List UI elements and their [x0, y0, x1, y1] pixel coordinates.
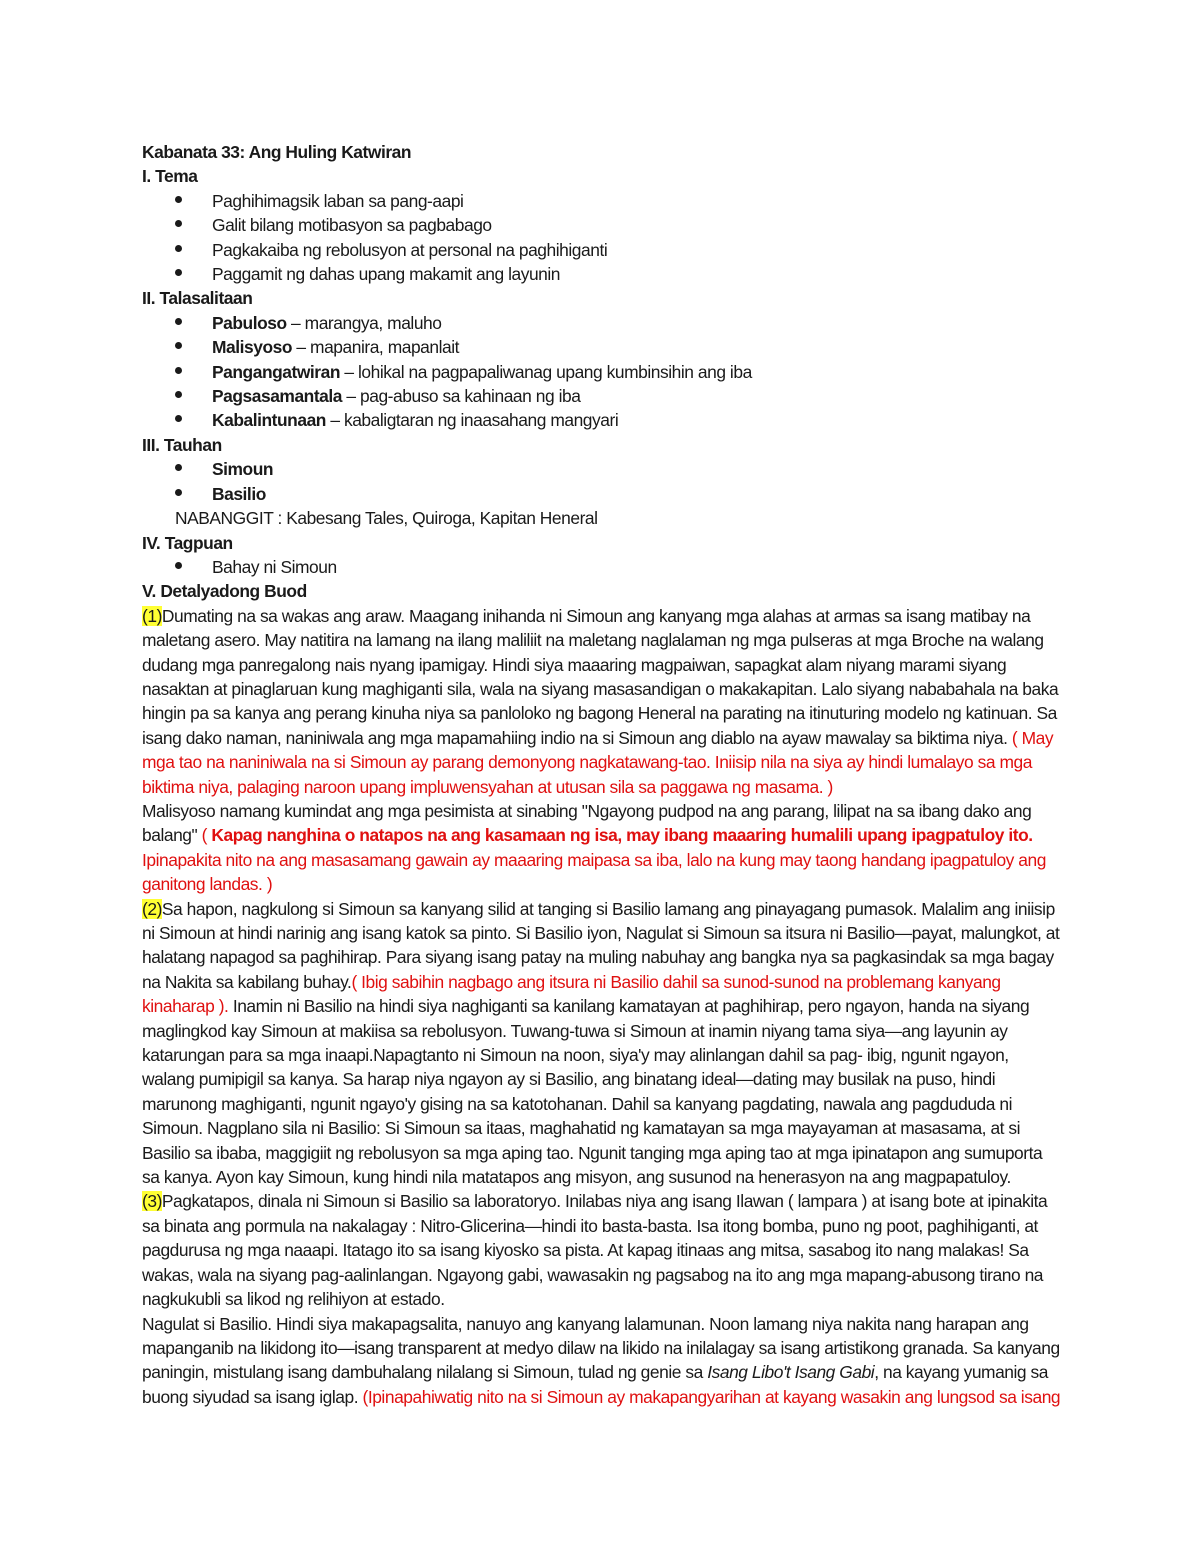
vocab-item [142, 311, 1062, 335]
section-heading-tema: I. Tema [142, 166, 198, 187]
red-annotation: ( May mga tao na naniniwala na si Simoun ay parang demonyong nagkatawang-tao. Iniisip nila na siya ay hindi lumalayo sa mga biktima niya, palaging naroon upang impluwensyahan at utusan sila sa paggawa ng masama. ) [142, 727, 1054, 797]
section-heading-tagpuan: IV. Tagpuan [142, 532, 233, 553]
tema-list [142, 189, 1062, 287]
list-item: Bahay ni Simoun [142, 555, 1062, 579]
vocab-item [142, 384, 1062, 408]
summary-paragraph-2: Malisyoso namang kumindat ang mga pesimista at sinabing "Ngayong pudpod na ang parang, lilipat na sa ibang dako ang balang" ( Kapag nanghina o natapos na ang kasamaan ng isa, may ibang maaaring humalili upang ipagpatuloy ito. Ipinapakita nito na ang masasamang gawain ay maaaring maipasa sa iba, lalo na kung may taong handang ipagpatuloy ang ganitong landas. ) [142, 800, 1046, 895]
red-annotation-open: ( [201, 825, 212, 846]
tagpuan-list [142, 555, 1062, 579]
nabanggit-line: NABANGGIT : Kabesang Tales, Quiroga, Kapitan Heneral [175, 508, 598, 529]
summary-paragraph-3: (2)Sa hapon, nagkulong si Simoun sa kanyang silid at tanging si Basilio lamang ang pinayagang pumasok. Malalim ang iniisip ni Simoun at hindi narinig ang isang katok sa pinto. Si Basilio iyon, Nagulat si Simoun sa itsura ni Basilio—payat, malungkot, at halatang napagod sa paghihirap. Para siyang isang patay na muling nabuhay ang bangka nya sa pagkasindak sa mga bagay na Nakita sa kabilang buhay.( Ibig sabihin nagbago ang itsura ni Basilio dahil sa sunod-sunod na problemang kanyang kinaharap ). Inamin ni Basilio na hindi siya naghiganti sa kanilang kamatayan at paghihirap, pero ngayon, handa na siyang maglingkod kay Simoun at makiisa sa rebolusyon. Tuwang-tuwa si Simoun at inamin niyang tama siya—ang layunin ay katarungan para sa mga inaapi.Napagtanto ni Simoun na noon, siya'y may alinlangan dahil sa pag- ibig, ngunit ngayon, walang pumipigil sa kanya. Sa harap niya ngayon ay si Basilio, ang binatang ideal—dating may busilak na puso, hindi marunong maghiganti, ngunit ngayo'y gising na sa katotohanan. Dahil sa kanyang pagdating, nawala ang pagdududa ni Simoun. Nagplano sila ni Basilio: Si Simoun sa itaas, maghahatid ng kamatayan sa mga mayayaman at masasama, at si Basilio sa ibaba, maggigiit ng rebolusyon sa mga aping tao. Ngunit tanging mga aping tao at mga ipinatapon ang sumuporta sa kanya. Ayon kay Simoun, kung hindi nila matatapos ang misyon, ang susunod na henerasyon na ang magpapatuloy. [142, 898, 1060, 1188]
bullet-icon [175, 415, 182, 422]
vocab-item [142, 360, 1062, 384]
bullet-icon [175, 464, 182, 471]
vocab-definition: – kabaligtaran ng inaasahang mangyari [325, 410, 619, 431]
summary-paragraph-4: (3)Pagkatapos, dinala ni Simoun si Basilio sa laboratoryo. Inilabas niya ang isang Ilawan ( lampara ) at isang bote at ipinakita sa binata ang pormula na nakalagay : Nitro-Glicerina—hindi ito basta-basta. Isa itong bomba, puno ng poot, paghihiganti, at pagdurusa ng mga naaapi. Itatago ito sa isang kiyosko sa pista. At kapag itinaas ang mitsa, sasabog ito nang malakas! Sa wakas, wala na siyang pag-aalinlangan. Ngayong gabi, wawasakin ng pagsabog na ito ang mga mapang-abusong tirano na nagkukubli sa likod ng relihiyon at estado. [142, 1191, 1048, 1310]
bullet-icon [175, 196, 182, 203]
bullet-icon [175, 342, 182, 349]
section-heading-buod: V. Detalyadong Buod [142, 581, 307, 602]
list-item: Galit bilang motibasyon sa pagbabago [142, 213, 1062, 237]
red-bold-annotation: Kapag nanghina o natapos na ang kasamaan ng isa, may ibang maaaring humalili upang ipagpatuloy ito. [211, 825, 1033, 846]
vocab-term: Pabuloso [212, 312, 287, 333]
bullet-icon [175, 245, 182, 252]
vocab-definition: – mapanira, mapanlait [292, 337, 460, 358]
highlight-marker: (1) [142, 605, 162, 626]
bullet-icon [175, 391, 182, 398]
tauhan-list [142, 457, 1062, 506]
bullet-icon [175, 269, 182, 276]
section-heading-talasalitaan: II. Talasalitaan [142, 288, 253, 309]
vocab-term: Malisyoso [212, 337, 293, 358]
bullet-icon [175, 562, 182, 569]
talasalitaan-list [142, 311, 1062, 433]
highlight-marker: (3) [142, 1191, 162, 1212]
document-page [142, 140, 1062, 1409]
bullet-icon [175, 318, 182, 325]
list-item: Basilio [142, 482, 1062, 506]
list-item: Paggamit ng dahas upang makamit ang layunin [142, 262, 1062, 286]
vocab-term: Kabalintunaan [212, 410, 326, 431]
red-annotation: (Ipinapahiwatig nito na si Simoun ay makapangyarihan at kayang wasakin ang lungsod sa isang [362, 1386, 1061, 1407]
bullet-icon [175, 489, 182, 496]
list-item: Simoun [142, 457, 1062, 481]
vocab-term: Pagsasamantala [212, 386, 343, 407]
vocab-term: Pangangatwiran [212, 361, 341, 382]
summary-paragraph-1: (1)Dumating na sa wakas ang araw. Maagang inihanda ni Simoun ang kanyang mga alahas at armas sa isang matibay na maletang asero. May natitira na lamang na ilang maliliit na maletang naglalaman ng mga pulseras at mga Broche na walang dudang mga panregalong nais nyang ipamigay. Hindi siya maaaring magpaiwan, sapagkat alam niyang marami siyang nasaktan at pinaglaruan kung maghiganti sila, wala na siyang masasandigan o makakapitan. Lalo siyang nababahala na baka hingin pa sa kanya ang perang kinuha niya sa panloloko ng bagong Heneral na parating na itinuturing modelo ng katinuan. Sa isang dako naman, naniniwala ang mga mapamahiing indio na si Simoun ang diablo na ayaw mawalay sa biktima niya. ( May mga tao na naniniwala na si Simoun ay parang demonyong nagkatawang-tao. Iniisip nila na siya ay hindi lumalayo sa mga biktima niya, palaging naroon upang impluwensyahan at utusan sila sa paggawa ng masama. ) [142, 605, 1059, 797]
vocab-item [142, 335, 1062, 359]
bullet-icon [175, 367, 182, 374]
vocab-definition: – lohikal na pagpapaliwanag upang kumbinsihin ang iba [340, 361, 752, 382]
highlight-marker: (2) [142, 898, 162, 919]
red-annotation: ( Ibig sabihin nagbago ang itsura ni Basilio dahil sa sunod-sunod na problemang kanyang kinaharap ). [142, 971, 1001, 1017]
chapter-title: Kabanata 33: Ang Huling Katwiran [142, 142, 412, 162]
italic-title: Isang Libo't Isang Gabi [707, 1362, 875, 1383]
vocab-item [142, 408, 1062, 432]
list-item: Pagkakaiba ng rebolusyon at personal na paghihiganti [142, 238, 1062, 262]
section-heading-tauhan: III. Tauhan [142, 434, 222, 455]
red-annotation: Ipinapakita nito na ang masasamang gawain ay maaaring maipasa sa iba, lalo na kung may taong handang ipagpatuloy ang ganitong landas. ) [142, 849, 1046, 895]
vocab-definition: – pag-abuso sa kahinaan ng iba [342, 386, 581, 407]
list-item: Paghihimagsik laban sa pang-aapi [142, 189, 1062, 213]
summary-paragraph-5: Nagulat si Basilio. Hindi siya makapagsalita, nanuyo ang kanyang lalamunan. Noon lamang niya nakita nang harapan ang mapanganib na likidong ito—isang transparent at medyo dilaw na likido na inilalagay sa isang artistikong granada. Sa kanyang paningin, mistulang isang dambuhalang nilalang si Simoun, tulad ng genie sa Isang Libo't Isang Gabi, na kayang yumanig sa buong siyudad sa isang iglap. (Ipinapahiwatig nito na si Simoun ay makapangyarihan at kayang wasakin ang lungsod sa isang [142, 1313, 1061, 1407]
vocab-definition: – marangya, maluho [286, 312, 442, 333]
bullet-icon [175, 220, 182, 227]
